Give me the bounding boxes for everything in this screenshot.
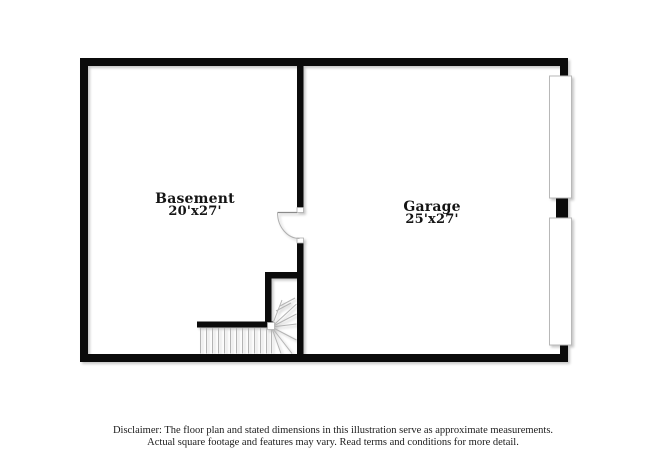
garage-door-opening-2-icon [550,218,572,345]
disclaimer-line-2: Actual square footage and features may vary. Read terms and conditions for more detail. [147,436,519,448]
stair-wall-vertical [265,272,272,323]
door-arc [278,213,300,239]
divider-upper [297,65,304,208]
stair-wall-lower-horizontal [197,322,273,328]
divider-lower [297,243,304,354]
winder-fan-lines [272,298,297,354]
winder-pivot [268,323,275,330]
disclaimer-line-1: Disclaimer: The floor plan and stated dimensions in this illustration serve as approximate measurements. [112,425,554,436]
stair-treads [201,328,267,354]
garage-room-dimensions: 25'x27' [405,212,459,227]
garage-door-opening-1-icon [550,76,572,198]
basement-room-dimensions: 20'x27' [168,204,222,219]
wall-left [80,58,88,362]
wall-top [80,58,568,66]
garage-room-label [362,200,502,225]
garage-room-name: Garage [403,199,461,215]
garage-door-openings [550,76,572,345]
garage-door-wall-stub [556,198,567,218]
basement-room-name: Basement [155,191,235,207]
door-jamb-top [297,208,304,213]
basement-room-label [125,192,265,217]
disclaimer-text [8,425,650,448]
basement-door-swing-icon [278,208,304,244]
wall-bottom [80,354,568,362]
